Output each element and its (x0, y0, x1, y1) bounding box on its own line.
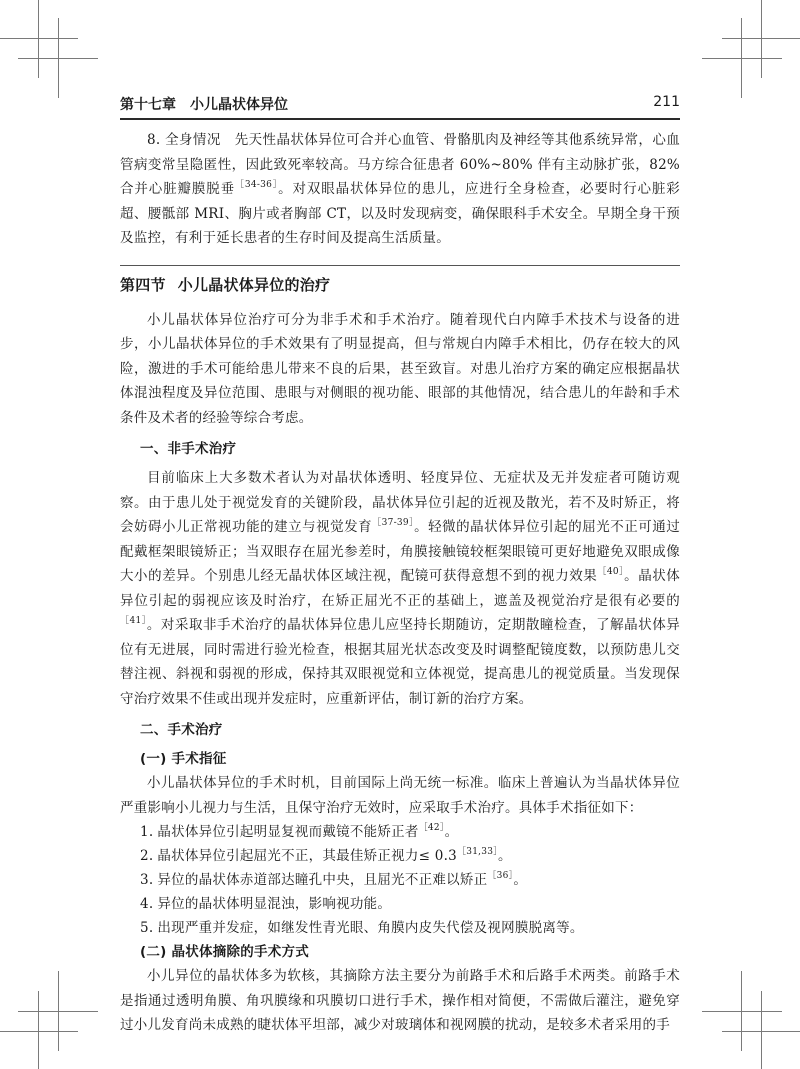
paragraph-nonsurgical: 目前临床上大多数术者认为对晶状体透明、轻度异位、无症状及无并发症者可随访观察。由于患儿处于视觉发育的关键阶段，晶状体异位引起的近视及散光，若不及时矫正，将会妨碍小儿正常视功能的建立与视觉发育$^{[37-39]}$。轻微的晶状体异位引起的屈光不正可通过配戴框架眼镜矫正；当双眼存在屈光参差时，角膜接触镜较框架眼镜可更好地避免双眼成像大小的差异。个别患儿经无晶状体区域注视，配镜可获得意想不到的视力效果$^{[40]}$。晶状体异位引起的弱视应该及时治疗，在矫正屈光不正的基础上，遮盖及视觉治疗是很有必要的$^{[41]}$。对采取非手术治疗的晶状体异位患儿应坚持长期随访，定期散瞳检查，了解晶状体异位有无进展，同时需进行验光检查，根据其屈光状态改变及时调整配镜度数，以预防患儿交替注视、斜视和弱视的形成，保持其双眼视觉和立体视觉，提高患儿的视觉质量。当发现保守治疗效果不佳或出现并发症时，应重新评估，制订新的治疗方案。 (120, 470, 681, 707)
citation: ［40］ (597, 567, 625, 577)
paragraph-systemic: 8. 全身情况 先天性晶状体异位可合并心血管、骨骼肌肉及神经等其他系统异常，心血管病变常呈隐匿性，因此致死率较高。马方综合征患者 60%~80% 伴有主动脉扩张，82% 合并心脏瓣膜脱垂$^{[34-36]}$。对双眼晶状体异位的患儿，应进行全身检查，必要时行心脏彩超、腰骶部 MRI、胸片或者胸部 CT，以及时发现病变，确保眼科手术安全。早期全身干预及监控，有利于延长患者的生存时间及提高生活质量。 (120, 132, 681, 246)
heading-surgical: 二、手术治疗 (140, 722, 223, 738)
heading-nonsurgical: 一、非手术治疗 (140, 441, 237, 457)
list-item: 1. 晶状体异位引起明显复视而戴镜不能矫正者$^{[42]}$。 (140, 823, 459, 840)
crop-mark (58, 971, 59, 1051)
page-number: 211 (653, 94, 680, 110)
paragraph-intro: 小儿晶状体异位治疗可分为非手术和手术治疗。随着现代白内障手术技术与设备的进步，小儿晶状体异位的手术效果有了明显提高，但与常规白内障手术相比，仍存在较大的风险，激进的手术可能给患儿带来不良的后果，甚至致盲。对患儿治疗方案的确定应根据晶状体混浊程度及异位范围、患眼与对侧眼的视功能、眼部的其他情况，结合患儿的年龄和手术条件及术者的经验等综合考虑。 (120, 311, 680, 426)
citation: ［41］ (120, 616, 147, 626)
indication-list (120, 820, 680, 940)
list-item: 5. 出现严重并发症，如继发性青光眼、角膜内皮失代偿及视网膜脱离等。 (140, 920, 584, 936)
crop-mark (722, 38, 800, 39)
crop-mark (741, 18, 742, 98)
crop-mark (58, 18, 59, 98)
citation: ［36］ (487, 871, 514, 881)
crop-mark (761, 0, 762, 78)
paragraph-removal: 小儿异位的晶状体多为软核，其摘除方法主要分为前路手术和后路手术两类。前路手术是指通过透明角膜、角巩膜缘和巩膜切口进行手术，操作相对简便，不需做后灌注，避免穿过小儿发育尚未成熟的睫状体平坦部，减少对玻璃体和视网膜的扰动，是较多术者采用的手 (120, 968, 680, 1033)
section-heading (120, 265, 680, 308)
paragraph-indications: 小儿晶状体异位的手术时机，目前国际上尚无统一标准。临床上普遍认为当晶状体异位严重影响小儿视力与生活，且保守治疗无效时，应采取手术治疗。具体手术指征如下： (120, 775, 680, 816)
list-item: 3. 异位的晶状体赤道部达瞳孔中央，且屈光不正难以矫正$^{[36]}$。 (140, 871, 528, 888)
list-item: 2. 晶状体异位引起屈光不正，其最佳矫正视力≤ $0.3^{[31,33]}$。 (140, 847, 512, 864)
heading-removal: (二) 晶状体摘除的手术方式 (140, 944, 310, 960)
chapter-title: 第十七章 小儿晶状体异位 (120, 97, 288, 113)
crop-mark (702, 1011, 782, 1012)
heading-indications: (一) 手术指征 (140, 751, 227, 767)
crop-mark (38, 991, 39, 1069)
list-item: 4. 异位的晶状体明显混浊，影响视功能。 (140, 896, 392, 912)
section-title: 小儿晶状体异位的治疗 (177, 275, 331, 294)
crop-mark (38, 0, 39, 78)
crop-mark (0, 38, 78, 39)
crop-mark (702, 58, 782, 59)
citation: ［31,33］ (456, 847, 498, 857)
citation: ［34-36］ (235, 180, 279, 190)
crop-mark (741, 971, 742, 1051)
crop-mark (0, 1031, 78, 1032)
subsection-label: 8. 全身情况 (147, 132, 221, 148)
header-rule (120, 118, 680, 120)
page-body (120, 128, 680, 1038)
citation: ［37-39］ (372, 518, 415, 528)
citation: ［42］ (418, 823, 445, 833)
running-header (120, 94, 680, 114)
crop-mark (761, 991, 762, 1069)
section-number: 第四节 (120, 275, 166, 294)
crop-mark (722, 1031, 800, 1032)
